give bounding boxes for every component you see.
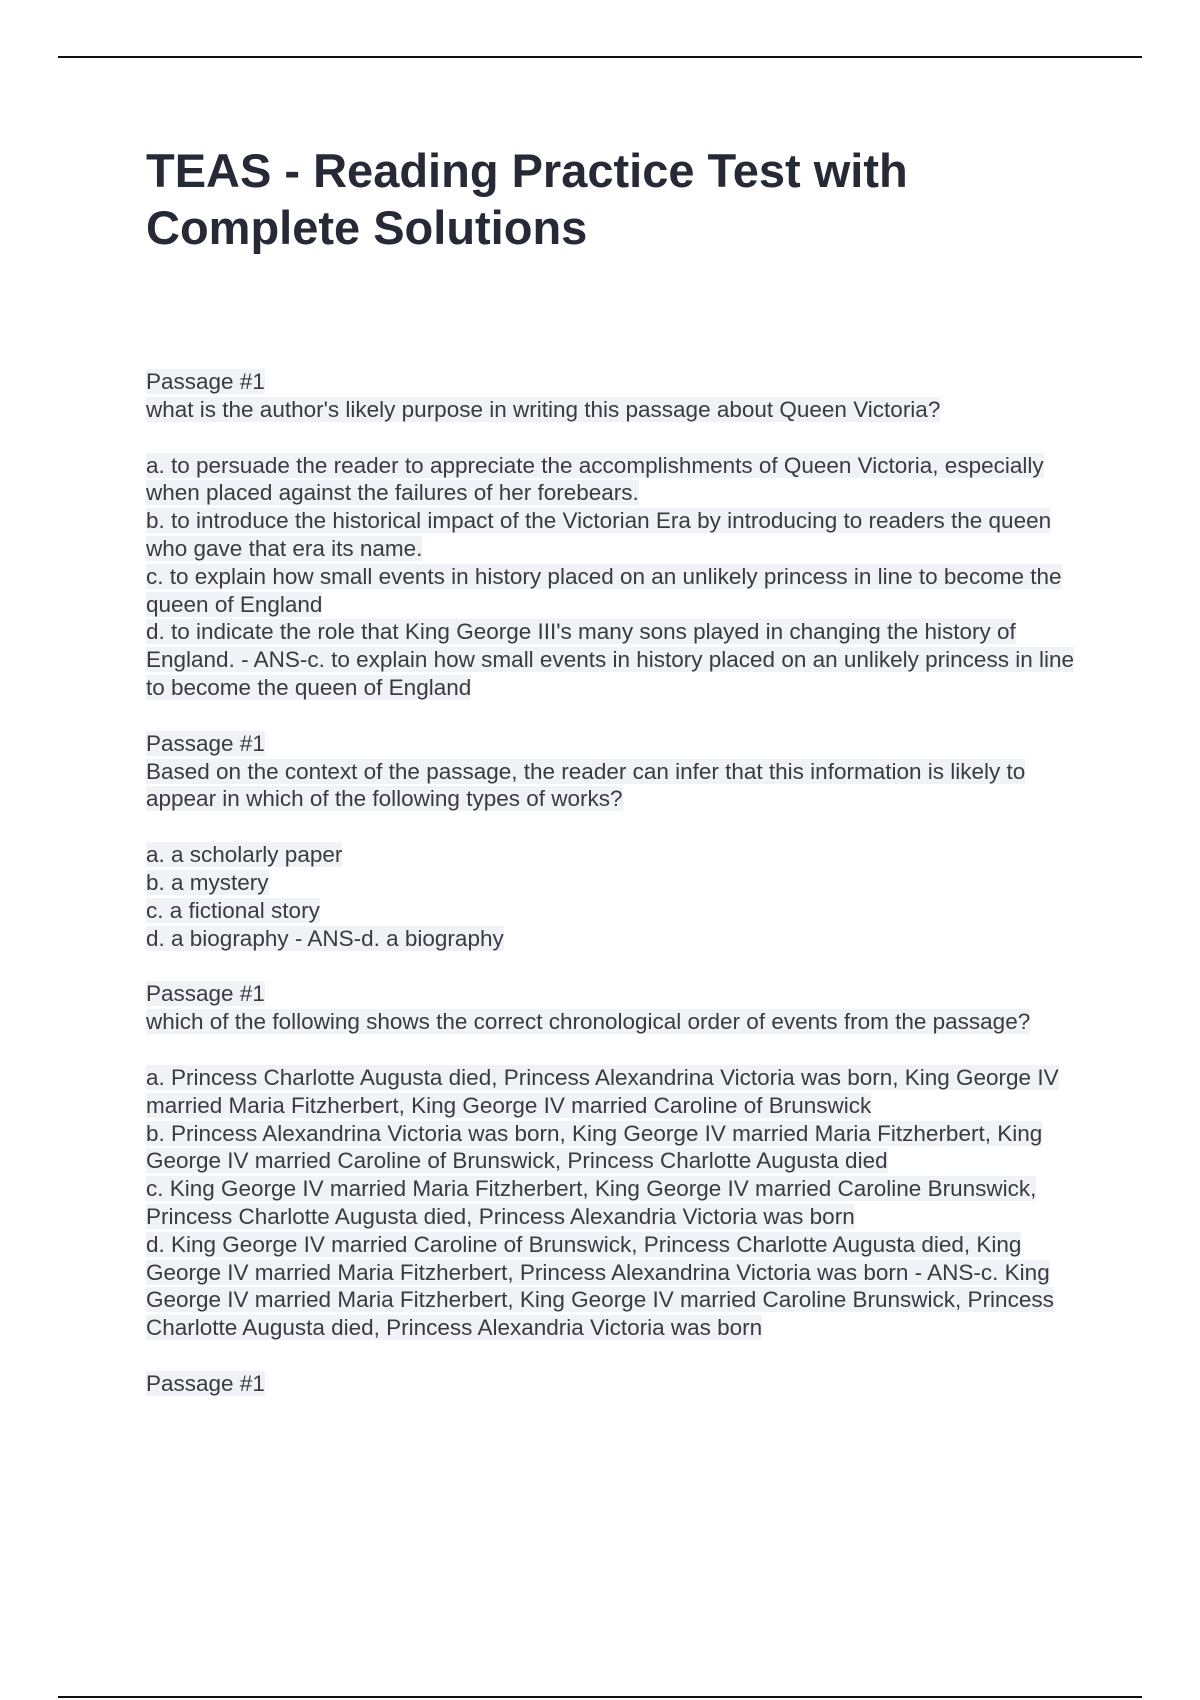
answer-option: a. Princess Charlotte Augusta died, Princess Alexandrina Victoria was born, King George IV married Maria Fitzherbert, King George IV married Caroline of Brunswick	[146, 1064, 1059, 1118]
top-rule	[58, 56, 1142, 58]
passage-label: Passage #1	[146, 730, 265, 756]
answer-option-with-answer: d. a biography - ANS-d. a biography	[146, 925, 504, 951]
answer-option: b. to introduce the historical impact of the Victorian Era by introducing to readers the queen who gave that era its name.	[146, 508, 1052, 561]
document-title: TEAS - Reading Practice Test with Complete Solutions	[146, 144, 908, 254]
answer-option-with-answer: d. King George IV married Caroline of Brunswick, Princess Charlotte Augusta died, King George IV married Maria Fitzherbert, Princess Alexandrina Victoria was born - ANS-c. King George IV married Maria Fitzherbert, King George IV married Caroline Brunswick, Princess Charlotte Augusta died, Princess Alexandria Victoria was born	[146, 1231, 1054, 1341]
question-block	[146, 730, 1096, 953]
question-prompt: which of the following shows the correct chronological order of events from the passage?	[146, 1009, 1031, 1035]
answer-option: a. to persuade the reader to appreciate the accomplishments of Queen Victoria, especially when placed against the failures of her forebears.	[146, 452, 1044, 506]
answer-options	[146, 452, 1096, 702]
question-block	[146, 1370, 1096, 1398]
answer-options	[146, 841, 1096, 952]
answer-option: b. a mystery	[146, 869, 269, 895]
answer-option: b. Princess Alexandrina Victoria was born, King George IV married Maria Fitzherbert, King George IV married Caroline of Brunswick, Princess Charlotte Augusta died	[146, 1120, 1043, 1174]
question-list	[146, 368, 1096, 1426]
question-prompt: Based on the context of the passage, the reader can infer that this information is likely to appear in which of the following types of works?	[146, 758, 1026, 812]
passage-label: Passage #1	[146, 981, 265, 1007]
answer-option: c. to explain how small events in history placed on an unlikely princess in line to become the queen of England	[146, 563, 1062, 617]
answer-options	[146, 1064, 1096, 1342]
passage-label: Passage #1	[146, 1370, 265, 1396]
bottom-rule	[58, 1696, 1142, 1698]
passage-label: Passage #1	[146, 369, 265, 394]
question-block	[146, 980, 1096, 1342]
answer-option: c. King George IV married Maria Fitzherbert, King George IV married Caroline Brunswick, Princess Charlotte Augusta died, Princess Alexandria Victoria was born	[146, 1176, 1037, 1229]
answer-option-with-answer: d. to indicate the role that King George III's many sons played in changing the history of England. - ANS-c. to explain how small events in history placed on an unlikely princess in line to become the queen of England	[146, 619, 1074, 700]
question-block	[146, 368, 1096, 702]
question-prompt: what is the author's likely purpose in writing this passage about Queen Victoria?	[146, 396, 941, 422]
answer-option: c. a fictional story	[146, 897, 320, 923]
answer-option: a. a scholarly paper	[146, 842, 343, 868]
